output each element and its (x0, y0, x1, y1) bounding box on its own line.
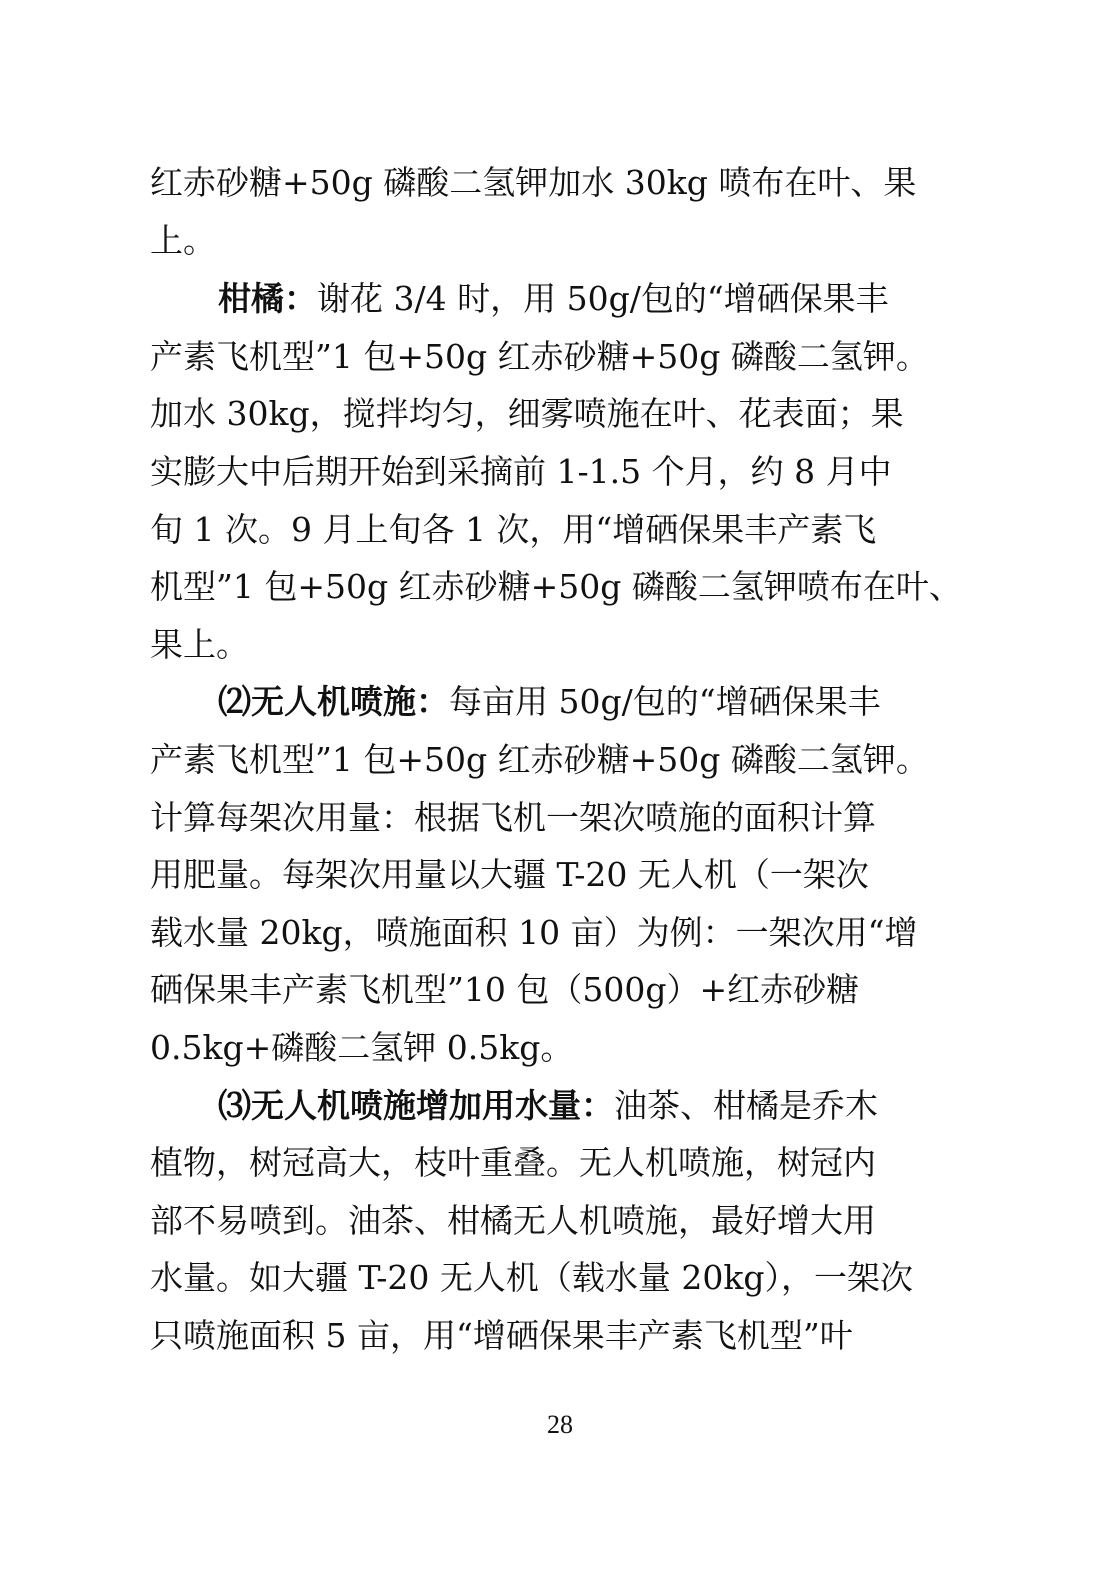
text-line-9: 果上。 (150, 625, 249, 664)
page-number: 28 (547, 1410, 573, 1439)
paragraph-drone-lead: 每亩用 50g/包的“增硒保果丰 (449, 682, 881, 721)
text-line-20: 水量。如大疆 T-20 无人机（载水量 20kg），一架次 (150, 1258, 913, 1297)
text-line-21: 只喷施面积 5 亩，用“增硒保果丰产素飞机型”叶 (150, 1316, 853, 1355)
text-line-2: 上。 (150, 221, 216, 260)
text-line-16: 0.5kg+磷酸二氢钾 0.5kg。 (150, 1028, 574, 1067)
text-line-13: 用肥量。每架次用量以大疆 T-20 无人机（一架次 (150, 855, 869, 894)
paragraph-citrus-lead: 谢花 3/4 时，用 50g/包的“增硒保果丰 (317, 279, 889, 318)
text-line-8: 机型”1 包+50g 红赤砂糖+50g 磷酸二氢钾喷布在叶、 (150, 567, 962, 606)
text-line-11: 产素飞机型”1 包+50g 红赤砂糖+50g 磷酸二氢钾。 (150, 740, 929, 779)
text-line-18: 植物，树冠高大，枝叶重叠。无人机喷施，树冠内 (150, 1143, 876, 1182)
document-page (150, 0, 970, 1587)
text-line-19: 部不易喷到。油茶、柑橘无人机喷施，最好增大用 (150, 1201, 876, 1240)
text-line-7: 旬 1 次。9 月上旬各 1 次，用“增硒保果丰产素飞 (150, 510, 877, 549)
heading-drone-spraying: ⑵无人机喷施： (218, 682, 449, 721)
text-line-12: 计算每架次用量：根据飞机一架次喷施的面积计算 (150, 798, 876, 837)
text-line-1: 红赤砂糖+50g 磷酸二氢钾加水 30kg 喷布在叶、果 (150, 163, 917, 202)
text-line-4: 产素飞机型”1 包+50g 红赤砂糖+50g 磷酸二氢钾。 (150, 337, 929, 376)
text-line-14: 载水量 20kg，喷施面积 10 亩）为例：一架次用“增 (150, 913, 918, 952)
paragraph-citrus-first-line (218, 279, 889, 318)
heading-citrus: 柑橘： (218, 279, 317, 318)
paragraph-water-lead: 油茶、柑橘是乔木 (614, 1086, 878, 1125)
heading-increase-water: ⑶无人机喷施增加用水量： (218, 1086, 614, 1125)
text-line-6: 实膨大中后期开始到采摘前 1-1.5 个月，约 8 月中 (150, 452, 892, 491)
text-line-5: 加水 30kg，搅拌均匀，细雾喷施在叶、花表面；果 (150, 394, 904, 433)
paragraph-drone-first-line (218, 682, 881, 721)
text-line-15: 硒保果丰产素飞机型”10 包（500g）+红赤砂糖 (150, 970, 860, 1009)
paragraph-water-first-line (218, 1086, 878, 1125)
